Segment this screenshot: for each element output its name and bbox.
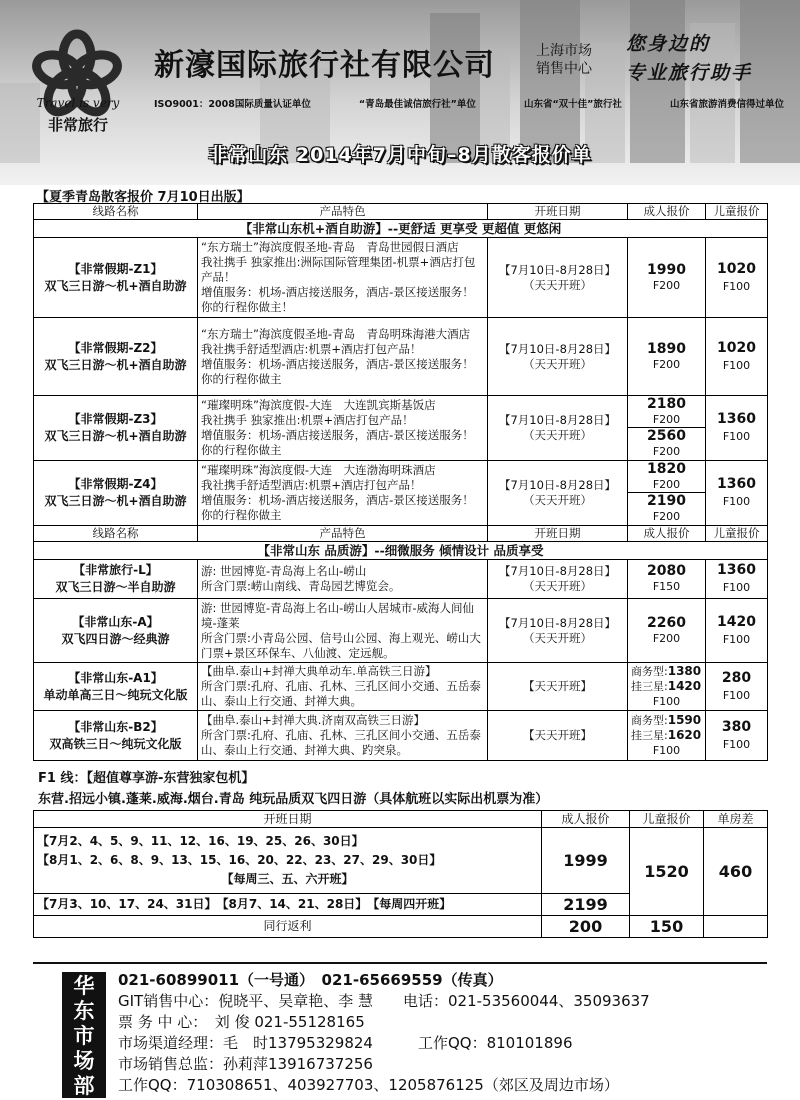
- feature-line: 游: 世园博览-青岛海上名山-崂山: [201, 564, 367, 578]
- certification: 山东省“双十佳”旅行社: [523, 99, 622, 110]
- route-code: 【非常假期-Z2】: [68, 340, 163, 355]
- route-code: 【非常假期-Z4】: [68, 477, 163, 491]
- departure-dates: [488, 599, 628, 663]
- date-range: 【7月10日-8月28日】: [498, 413, 617, 427]
- route-name: [34, 599, 198, 663]
- feature-line: 你的行程你做主！: [201, 300, 293, 314]
- rebate-child: 150: [630, 916, 704, 938]
- adult-price: [628, 493, 706, 526]
- contact-line: 市场渠道经理：毛 时13795329824 工作QQ：810101896: [118, 1034, 573, 1052]
- price-value: 1020: [717, 260, 756, 277]
- table-row: [34, 711, 768, 761]
- feature-line: 我社携手舒适型酒店:机票+酒店打包产品！: [201, 341, 422, 356]
- departure-dates: [34, 828, 542, 894]
- adult-price: [628, 560, 706, 599]
- date-frequency: （天天开班）: [523, 277, 592, 292]
- price-value: 1420: [667, 679, 702, 693]
- adult-price: 1999: [542, 828, 630, 894]
- price-option: [631, 679, 702, 694]
- route-type: 双飞三日游～机+酒自助游: [44, 357, 187, 372]
- price-fee: F100: [722, 632, 751, 646]
- price-fee-value: F100: [652, 744, 681, 757]
- price-fee: F200: [652, 510, 681, 523]
- feature-line: 所含门票:孔府、孔庙、孔林、三孔区间小交通、五岳泰山、泰山上行交通、封禅大典。: [201, 679, 481, 708]
- price-fee: F200: [652, 278, 681, 292]
- column-header: 产品特色: [198, 204, 488, 220]
- date-frequency: 【每周三、五、六开班】: [221, 872, 354, 886]
- section-title: 【非常山东机+酒自助游】--更舒适 更享受 更超值 更悠闲: [34, 220, 768, 238]
- child-price: [706, 318, 768, 396]
- price-value: 1360: [717, 476, 756, 492]
- date-list: 【8月1、2、6、8、9、13、15、16、20、22、23、27、29、30日】: [37, 853, 442, 867]
- date-frequency: （天天开班）: [523, 428, 592, 442]
- adult-price: [628, 599, 706, 663]
- slogan-line: 您身边的: [626, 33, 711, 55]
- contact-line: 021-60899011（一号通） 021-65669559（传真）: [118, 971, 503, 989]
- feature-line: 增值服务：机场-酒店接送服务，酒店-景区接送服务！: [201, 428, 474, 442]
- adult-price: 2199: [542, 894, 630, 916]
- badge-char: 部: [73, 1074, 95, 1098]
- table-row: [34, 560, 768, 599]
- price-value: 2260: [647, 614, 686, 631]
- column-header: 成人报价: [542, 811, 630, 828]
- page-title: 非常山东 2014年7月中旬–8月散客报价单: [208, 144, 592, 166]
- price-option-label: 挂三星:: [631, 680, 668, 693]
- route-code: 【非常山东-B2】: [68, 719, 163, 734]
- route-features: [198, 238, 488, 318]
- department-line: 上海市场: [536, 43, 592, 59]
- price-value: 1620: [667, 728, 702, 742]
- route-code: 【非常旅行-L】: [73, 563, 158, 577]
- departure-dates: [488, 560, 628, 599]
- f1-price-table: [33, 810, 768, 938]
- badge-char: 华: [73, 974, 95, 998]
- certification: 山东省旅游消费信得过单位: [669, 99, 784, 110]
- price-table: [33, 203, 768, 761]
- column-header: 线路名称: [34, 526, 198, 542]
- date-list: 【7月2、4、5、9、11、12、16、19、25、26、30日】: [37, 834, 364, 848]
- date-range: 【7月10日-8月28日】: [498, 615, 617, 630]
- feature-line: “东方瑞士”海滨度假圣地-青岛 青岛明珠海港大酒店: [201, 326, 471, 341]
- skyline-building: [520, 0, 580, 163]
- feature-line: 你的行程你做主: [201, 443, 282, 457]
- price-option: [631, 728, 702, 743]
- route-code: 【非常山东-A1】: [68, 670, 163, 685]
- empty-cell: [704, 916, 768, 938]
- feature-line: 增值服务：机场-酒店接送服务，酒店-景区接送服务！: [201, 493, 474, 507]
- departure-dates: 【天天开班】: [488, 663, 628, 711]
- rebate-adult: 200: [542, 916, 630, 938]
- price-value: 2560: [647, 428, 686, 444]
- single-room-supplement: 460: [704, 828, 768, 916]
- price-fee: F100: [722, 581, 751, 594]
- feature-line: 游: 世园博览-青岛海上名山-崂山人居城市-威海人间仙境-蓬莱: [201, 600, 474, 630]
- f1-description: 东营.招远小镇.蓬莱.威海.烟台.青岛 纯玩品质双飞四日游（具体航班以实际出机票为准）: [38, 792, 549, 807]
- departure-dates: [488, 238, 628, 318]
- price-fee: F200: [652, 631, 681, 645]
- price-fee: F200: [652, 477, 681, 491]
- date-range: 【7月10日-8月28日】: [498, 262, 617, 277]
- feature-line: 所含门票:孔府、孔庙、孔林、三孔区间小交通、五岳泰山、泰山上行交通、封禅大典、趵突泉。: [201, 728, 481, 757]
- contact-info: [118, 970, 650, 1096]
- route-type: 双高铁三日～纯玩文化版: [49, 736, 182, 751]
- price-value: 1420: [717, 613, 756, 630]
- date-range: 【7月10日-8月28日】: [498, 341, 617, 356]
- route-type: 双飞三日游～半自助游: [55, 580, 176, 594]
- price-fee: F100: [722, 358, 751, 372]
- feature-line: 所含门票:小青岛公园、信号山公园、海上观光、崂山大门票+景区环保车、八仙渡、定远舰。: [201, 630, 481, 660]
- department: [536, 42, 592, 78]
- departure-dates: 【7月3、10、17、24、31日】 【8月7、14、21、28日】 【每周四开班】: [34, 894, 542, 916]
- route-features: [198, 711, 488, 761]
- date-frequency: （天天开班）: [523, 579, 592, 593]
- route-features: [198, 599, 488, 663]
- route-code: 【非常山东-A】: [72, 614, 159, 629]
- price-fee: [631, 743, 702, 758]
- table-header-row: [34, 204, 768, 220]
- price-value: 1890: [647, 340, 686, 357]
- route-type: 双飞三日游～机+酒自助游: [44, 429, 187, 443]
- f1-title: F1 线：【超值尊享游-东营独家包机】: [38, 771, 255, 786]
- logo-tagline: Travel is very: [36, 96, 120, 110]
- price-value: 1590: [667, 713, 702, 727]
- route-features: [198, 663, 488, 711]
- column-header: 儿童报价: [706, 204, 768, 220]
- price-fee: F100: [722, 737, 751, 751]
- price-value: 1990: [647, 261, 686, 278]
- price-fee-value: F100: [652, 695, 681, 708]
- price-option: [631, 713, 702, 728]
- column-header: 成人报价: [628, 204, 706, 220]
- child-price: [706, 663, 768, 711]
- price-value: 380: [721, 718, 752, 735]
- column-header: 儿童报价: [706, 526, 768, 542]
- price-fee: F100: [722, 688, 751, 702]
- header-banner: [0, 0, 800, 185]
- adult-price: [628, 238, 706, 318]
- route-type: 双飞三日游～机+酒自助游: [44, 278, 187, 293]
- column-header: 单房差: [704, 811, 768, 828]
- slogan-line: 专业旅行助手: [626, 62, 753, 84]
- price-value: 1380: [667, 664, 702, 678]
- route-type: 单动单高三日～纯玩文化版: [43, 687, 188, 702]
- route-type: 双飞四日游～经典游: [61, 631, 170, 646]
- edition-note: 【夏季青岛散客报价 7月10日出版】: [36, 190, 250, 205]
- feature-line: 我社携手舒适型酒店:机票+酒店打包产品！: [201, 478, 422, 492]
- adult-price: [628, 711, 706, 761]
- child-price: [706, 396, 768, 461]
- certification-bar: [154, 96, 784, 110]
- departure-dates: [488, 318, 628, 396]
- table-header-row: [34, 526, 768, 542]
- route-code: 【非常假期-Z3】: [68, 412, 163, 426]
- route-features: [198, 461, 488, 526]
- logo-brand-name: 非常旅行: [47, 116, 108, 134]
- child-price: [706, 560, 768, 599]
- footer-divider: [33, 962, 767, 964]
- date-frequency: （天天开班）: [523, 630, 592, 645]
- adult-price: [628, 461, 706, 493]
- price-value: 1820: [647, 460, 686, 477]
- contact-line: GIT销售中心：倪晓平、吴章艳、李 慧 电话：021-53560044、35093637: [118, 992, 650, 1010]
- price-value: 2190: [647, 493, 686, 509]
- contact-line: 票 务 中 心： 刘 俊 021-55128165: [118, 1013, 365, 1031]
- column-header: 开班日期: [488, 204, 628, 220]
- child-price: [706, 461, 768, 526]
- badge-char: 场: [73, 1049, 95, 1073]
- price-value: 2180: [647, 395, 686, 412]
- section-row: [34, 542, 768, 560]
- price-option-label: 商务型:: [631, 665, 668, 678]
- route-name: [34, 711, 198, 761]
- table-row: [34, 663, 768, 711]
- table-row: [34, 318, 768, 396]
- table-row: [34, 599, 768, 663]
- route-name: [34, 461, 198, 526]
- date-range: 【7月10日-8月28日】: [498, 478, 617, 492]
- slogan: [626, 30, 752, 88]
- price-option: [631, 664, 702, 679]
- price-option-label: 商务型:: [631, 714, 668, 727]
- price-fee: F100: [722, 279, 751, 293]
- adult-price: [628, 396, 706, 428]
- departure-dates: [488, 396, 628, 461]
- badge-char: 东: [73, 999, 95, 1023]
- route-features: [198, 396, 488, 461]
- table-row: [34, 461, 768, 493]
- price-fee: F200: [652, 445, 681, 458]
- date-frequency: （天天开班）: [523, 356, 592, 371]
- departure-dates: 【天天开班】: [488, 711, 628, 761]
- contact-line: 市场销售总监：孙莉萍13916737256: [118, 1055, 373, 1073]
- feature-line: 【曲阜.泰山+封禅大典单动车.单高铁三日游】: [201, 664, 437, 678]
- child-price: [706, 599, 768, 663]
- company-name: 新濠国际旅行社有限公司: [154, 48, 495, 83]
- feature-line: 增值服务：机场-酒店接送服务，酒店-景区接送服务！: [201, 285, 474, 299]
- feature-line: 我社携手 独家推出:机票+酒店打包产品！: [201, 413, 414, 427]
- price-fee: F100: [722, 495, 751, 508]
- route-name: [34, 396, 198, 461]
- price-fee: [631, 694, 702, 709]
- route-name: [34, 560, 198, 599]
- feature-line: 所含门票:崂山南线、青岛园艺博览会。: [201, 579, 401, 593]
- date-range: 【7月10日-8月28日】: [498, 564, 617, 578]
- child-price: [706, 711, 768, 761]
- price-value: 280: [721, 669, 752, 686]
- price-fee: F150: [652, 580, 681, 593]
- price-fee: F200: [652, 412, 681, 426]
- badge-char: 市: [73, 1024, 95, 1048]
- route-name: [34, 238, 198, 318]
- feature-line: “璀璨明珠”海滨度假-大连 大连凯宾斯基饭店: [201, 398, 436, 412]
- column-header: 线路名称: [34, 204, 198, 220]
- certification: “青岛最佳诚信旅行社”单位: [358, 99, 476, 110]
- section-title: 【非常山东 品质游】--细微服务 倾情设计 品质享受: [34, 542, 768, 560]
- route-features: [198, 318, 488, 396]
- feature-line: 你的行程你做主: [201, 371, 282, 386]
- table-row: [34, 828, 768, 894]
- column-header: 产品特色: [198, 526, 488, 542]
- route-name: [34, 318, 198, 396]
- price-value: 1360: [717, 562, 756, 578]
- table-header-row: [34, 811, 768, 828]
- adult-price: [628, 428, 706, 461]
- date-frequency: （天天开班）: [523, 493, 592, 507]
- feature-line: 我社携手 独家推出:洲际国际管理集团-机票+酒店打包产品！: [201, 255, 476, 284]
- feature-line: 你的行程你做主: [201, 508, 282, 522]
- department-badge: [62, 972, 106, 1098]
- child-price: [706, 238, 768, 318]
- price-fee: F200: [652, 357, 681, 371]
- price-fee: F100: [722, 430, 751, 443]
- column-header: 开班日期: [34, 811, 542, 828]
- adult-price: [628, 318, 706, 396]
- adult-price: [628, 663, 706, 711]
- price-value: 2080: [647, 563, 686, 579]
- department-line: 销售中心: [536, 61, 592, 77]
- feature-line: “东方瑞士”海滨度假圣地-青岛 青岛世园假日酒店: [201, 240, 459, 254]
- column-header: 成人报价: [628, 526, 706, 542]
- table-row: [34, 238, 768, 318]
- price-value: 1020: [717, 339, 756, 356]
- rebate-label: 同行返利: [34, 916, 542, 938]
- column-header: 开班日期: [488, 526, 628, 542]
- table-row: [34, 916, 768, 938]
- section-row: [34, 220, 768, 238]
- child-price: 1520: [630, 828, 704, 916]
- route-name: [34, 663, 198, 711]
- contact-line: 工作QQ：710308651、403927703、1205876125（郊区及周边市场）: [118, 1076, 619, 1094]
- route-type: 双飞三日游～机+酒自助游: [44, 494, 187, 508]
- price-option-label: 挂三星:: [631, 729, 668, 742]
- feature-line: 【曲阜.泰山+封禅大典.济南双高铁三日游】: [201, 713, 425, 727]
- departure-dates: [488, 461, 628, 526]
- column-header: 儿童报价: [630, 811, 704, 828]
- price-value: 1360: [717, 411, 756, 427]
- table-row: [34, 396, 768, 428]
- feature-line: 增值服务：机场-酒店接送服务，酒店-景区接送服务！: [201, 356, 474, 371]
- route-features: [198, 560, 488, 599]
- certification: ISO9001：2008国际质量认证单位: [154, 99, 311, 110]
- feature-line: “璀璨明珠”海滨度假-大连 大连渤海明珠酒店: [201, 463, 436, 477]
- route-code: 【非常假期-Z1】: [68, 261, 163, 276]
